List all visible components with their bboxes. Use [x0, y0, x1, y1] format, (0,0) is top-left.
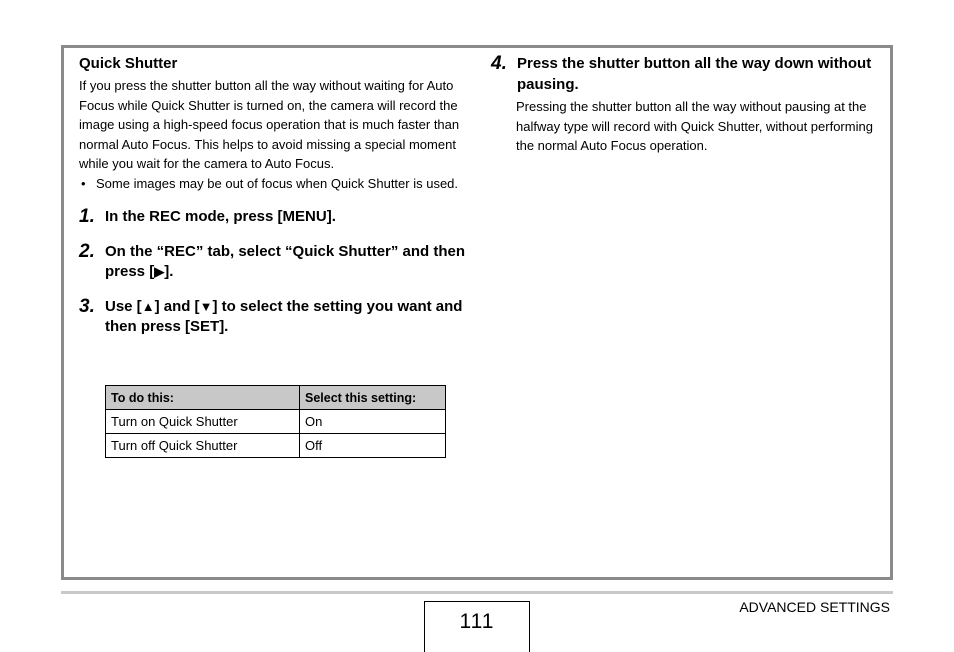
- note-bullet: [79, 174, 469, 194]
- table-row: [106, 434, 446, 458]
- down-arrow-icon: ▼: [199, 298, 213, 314]
- step-4: [491, 54, 876, 95]
- step-number: 1.: [79, 206, 95, 227]
- step-number: 4.: [491, 53, 507, 74]
- right-arrow-icon: ▶: [154, 264, 165, 279]
- right-column: [491, 54, 876, 156]
- page-number: 111: [459, 610, 495, 633]
- table-header-row: [106, 386, 446, 410]
- bullet-dot-icon: •: [81, 175, 86, 191]
- table-cell: Turn on Quick Shutter: [106, 410, 300, 434]
- settings-table: [105, 385, 446, 458]
- page-number-box: [424, 601, 530, 652]
- step-1: [79, 207, 469, 228]
- step-number: 3.: [79, 295, 95, 317]
- left-column: [79, 54, 469, 338]
- step-2: [79, 242, 469, 283]
- table-cell: Turn off Quick Shutter: [106, 434, 300, 458]
- table-header: To do this:: [106, 386, 300, 410]
- up-arrow-icon: ▲: [141, 298, 155, 314]
- table-cell: Off: [300, 434, 446, 458]
- table-row: [106, 410, 446, 434]
- step-text: On the “REC” tab, select “Quick Shutter” and then press [▶].: [105, 242, 466, 280]
- section-label: ADVANCED SETTINGS: [739, 599, 890, 615]
- section-title: Quick Shutter: [79, 55, 178, 72]
- step-number: 2.: [79, 240, 95, 262]
- step-description: Pressing the shutter button all the way without pausing at the halfway type will record with Quick Shutter, without performing the normal Auto Focus operation.: [516, 99, 873, 153]
- step-text: In the REC mode, press [MENU].: [105, 208, 336, 225]
- note-text: Some images may be out of focus when Quick Shutter is used.: [96, 175, 459, 191]
- step-text: Press the shutter button all the way down without pausing.: [517, 55, 872, 93]
- table-header: Select this setting:: [300, 386, 446, 410]
- section-description: If you press the shutter button all the way without waiting for Auto Focus while Quick Shutter is turned on, the camera will record the image using a high-speed focus operation that is much faster than normal Auto Focus. This helps to avoid missing a special moment while you wait for the camera to Auto Focus.: [79, 78, 460, 171]
- footer-rule: [61, 591, 893, 594]
- step-text: Use [▲] and [▼] to select the setting you want and then press [SET].: [105, 297, 463, 335]
- step-3: [79, 297, 469, 338]
- table-cell: On: [300, 410, 446, 434]
